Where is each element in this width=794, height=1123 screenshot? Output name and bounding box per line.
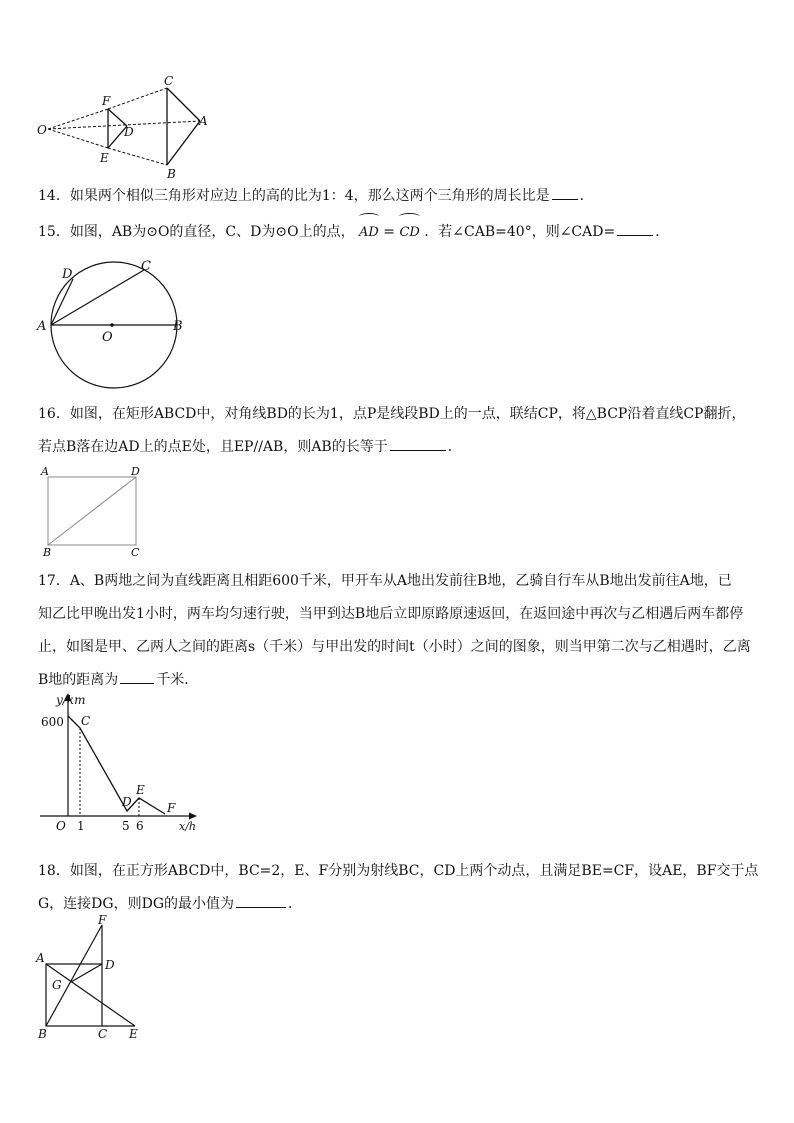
circle-figure — [36, 258, 191, 390]
label-e: E — [129, 1027, 138, 1041]
x-axis-label: x/h — [179, 820, 196, 833]
x-tick-6: 6 — [136, 819, 144, 833]
square-figure — [34, 915, 146, 1041]
question-14 — [38, 180, 762, 213]
origin-label: O — [56, 819, 66, 833]
similar-triangles-figure — [30, 72, 220, 181]
label-d: D — [124, 125, 134, 139]
label-e: E — [100, 151, 109, 165]
label-a: A — [199, 114, 208, 128]
point-e: E — [136, 783, 145, 797]
label-c: C — [98, 1027, 108, 1041]
q18-answer-blank[interactable] — [236, 892, 286, 908]
q17-answer-blank[interactable] — [120, 668, 154, 684]
label-o: O — [102, 330, 113, 345]
label-a: A — [36, 951, 45, 965]
label-c: C — [164, 74, 174, 88]
q15-text-b: ．若∠CAB=40°，则∠CAD= — [424, 224, 616, 240]
q17-line2: 知乙比甲晚出发1小时，两车均匀速行驶，当甲到达B地后立即原路原速返回，在返回途中再次与乙相遇后两车都停 — [38, 606, 744, 622]
q16-line1: 16．如图，在矩形ABCD中，对角线BD的长为1，点P是线段BD上的一点，联结CP，将△BCP沿着直线CP翻折， — [38, 406, 746, 422]
label-b: B — [43, 546, 52, 559]
label-b: B — [173, 319, 183, 334]
label-b: B — [38, 1027, 47, 1041]
q15-answer-blank[interactable] — [617, 220, 653, 236]
label-d: D — [62, 267, 73, 282]
distance-time-graph — [36, 688, 206, 836]
q16-end: ． — [447, 439, 462, 455]
q16-line2: 若点B落在边AD上的点E处，且EP//AB，则AB的长等于 — [38, 439, 388, 455]
q15-eq: = — [383, 224, 396, 240]
question-15 — [38, 216, 762, 249]
q17-line1: 17．A、B两地之间为直线距离且相距600千米，甲开车从A地出发前往B地，乙骑自行车从B地出发前往A地，已 — [38, 573, 732, 589]
q17-line3: 止，如图是甲、乙两人之间的距离s（千米）与甲出发的时间t（小时）之间的图象，则当甲第二次与乙相遇时，乙离 — [38, 639, 751, 655]
label-g: G — [52, 978, 62, 992]
arc-cd: CD — [399, 216, 419, 249]
point-c: C — [81, 714, 91, 728]
rectangle-figure — [38, 464, 148, 558]
q18-line1: 18．如图，在正方形ABCD中，BC=2，E、F分别为射线BC，CD上两个动点，且满足BE=CF，设AE，BF交于点 — [38, 863, 759, 879]
q18-line2a: G，连接DG，则DG的最小值为 — [38, 896, 234, 912]
x-tick-5: 5 — [122, 819, 130, 833]
q16-answer-blank[interactable] — [390, 435, 446, 451]
q18-line2b: ． — [288, 896, 302, 912]
q14-answer-blank[interactable] — [552, 184, 578, 200]
label-c: C — [141, 259, 151, 274]
q17-line4b: 千米． — [156, 672, 199, 688]
q15-text-a: 15．如图，AB为⊙O的直径，C、D为⊙O上的点， — [38, 224, 355, 240]
point-f: F — [167, 801, 176, 815]
question-18 — [38, 855, 762, 921]
label-a: A — [41, 465, 49, 478]
label-c: C — [131, 546, 140, 559]
q14-text: 14．如果两个相似三角形对应边上的高的比为1：4，那么这两个三角形的周长比是 — [38, 188, 550, 204]
arc-ad: AD — [359, 216, 379, 249]
question-17 — [38, 565, 762, 697]
label-d: D — [131, 465, 140, 478]
label-f: F — [98, 913, 107, 927]
q17-line4a: B地的距离为 — [38, 672, 119, 688]
point-d: D — [122, 795, 132, 809]
y-tick-600: 600 — [41, 715, 64, 729]
q14-end: ． — [579, 188, 594, 204]
y-axis-label: y/km — [56, 693, 86, 707]
label-f: F — [102, 94, 111, 108]
label-d: D — [105, 958, 115, 972]
label-o: O — [37, 123, 47, 137]
x-tick-1: 1 — [77, 819, 85, 833]
label-b: B — [167, 167, 176, 181]
label-a: A — [37, 319, 47, 334]
question-16 — [38, 398, 762, 464]
q15-end: ． — [655, 224, 670, 240]
